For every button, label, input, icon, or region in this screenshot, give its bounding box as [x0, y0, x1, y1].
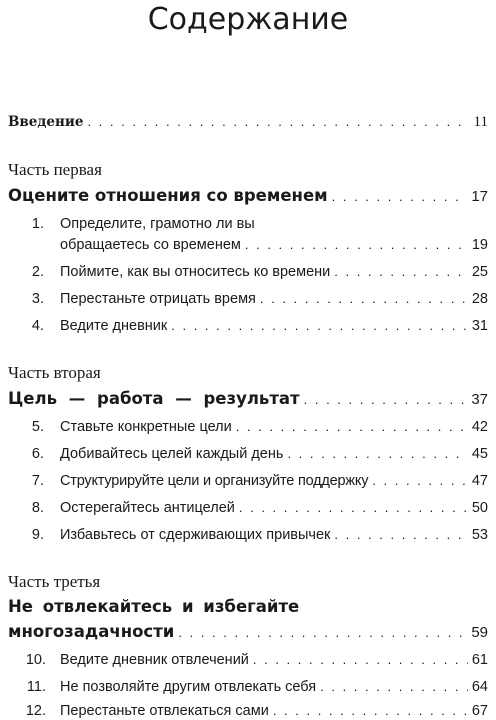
part-label: Часть третья — [8, 572, 101, 591]
toc-chapter-12[interactable] — [60, 703, 488, 719]
chapter-title: Ведите дневник — [60, 318, 168, 334]
chapter-title: Перестаньте отвлекаться сами — [60, 703, 269, 719]
toc-part-title[interactable] — [8, 186, 488, 205]
chapter-number: 5. — [31, 419, 44, 435]
toc-chapter-11[interactable] — [60, 679, 488, 695]
chapter-title: Поймите, как вы относитесь ко времени — [60, 264, 331, 280]
page-number: 25 — [471, 264, 488, 280]
toc-chapter-4[interactable] — [60, 318, 488, 334]
leader-dots — [87, 114, 469, 129]
part-title: Цель — работа — результат — [8, 389, 300, 408]
toc-entry-label: Введение — [8, 114, 84, 130]
chapter-title-line[interactable]: Определите, грамотно ли вы — [60, 216, 255, 232]
leader-dots — [304, 392, 468, 407]
leader-dots — [372, 473, 468, 488]
chapter-number: 4. — [31, 318, 44, 334]
page-number: 61 — [471, 652, 488, 668]
page-number: 31 — [471, 318, 488, 334]
leader-dots — [178, 625, 467, 640]
chapter-number: 2. — [31, 264, 44, 280]
page-number: 59 — [471, 624, 488, 641]
chapter-title: Ставьте конкретные цели — [60, 419, 232, 435]
page-number: 47 — [471, 473, 488, 489]
part-title: Оцените отношения со временем — [8, 186, 328, 205]
page-number: 67 — [471, 703, 488, 719]
toc-chapter-2[interactable] — [60, 264, 488, 280]
chapter-title: Остерегайтесь антицелей — [60, 500, 235, 516]
page-number: 37 — [471, 391, 488, 408]
leader-dots — [253, 652, 468, 667]
chapter-title: обращаетесь со временем — [60, 237, 241, 253]
page-number: 45 — [471, 446, 488, 462]
toc-entry-intro[interactable] — [8, 114, 488, 131]
toc-chapter-5[interactable] — [60, 419, 488, 435]
leader-dots — [334, 264, 468, 279]
part-label: Часть первая — [8, 160, 102, 179]
chapter-title: Перестаньте отрицать время — [60, 291, 256, 307]
page-number: 17 — [471, 188, 488, 205]
leader-dots — [334, 527, 467, 542]
toc-chapter-9[interactable] — [60, 527, 488, 543]
toc-chapter-3[interactable] — [60, 291, 488, 307]
page-number: 28 — [471, 291, 488, 307]
chapter-title: Ведите дневник отвлечений — [60, 652, 249, 668]
chapter-title: Добивайтесь целей каждый день — [60, 446, 284, 462]
chapter-number: 6. — [31, 446, 44, 462]
chapter-number: 12. — [25, 703, 46, 719]
leader-dots — [332, 189, 468, 204]
leader-dots — [320, 679, 468, 694]
chapter-number: 3. — [31, 291, 44, 307]
toc-chapter-7[interactable] — [60, 473, 488, 489]
toc-chapter-1[interactable] — [60, 237, 488, 253]
page-number: 50 — [471, 500, 488, 516]
chapter-title: Структурируйте цели и организуйте поддержку — [60, 473, 369, 489]
leader-dots — [260, 291, 468, 306]
chapter-title: Избавьтесь от сдерживающих привычек — [60, 527, 331, 543]
toc-part-title[interactable] — [8, 389, 488, 408]
leader-dots — [245, 237, 468, 252]
chapter-number: 7. — [31, 473, 44, 489]
toc-chapter-10[interactable] — [60, 652, 488, 668]
toc-part-title[interactable] — [8, 622, 488, 641]
page-number: 42 — [471, 419, 488, 435]
page-number: 64 — [471, 679, 488, 695]
chapter-number: 1. — [31, 216, 44, 232]
page-title: Содержание — [147, 2, 349, 37]
page-number: 53 — [471, 527, 488, 543]
chapter-title: Не позволяйте другим отвлекать себя — [60, 679, 317, 695]
page-number: 19 — [471, 237, 488, 253]
chapter-number: 11. — [26, 679, 46, 695]
page-number: 11 — [473, 114, 488, 130]
leader-dots — [273, 703, 468, 718]
part-title-line[interactable]: Не отвлекайтесь и избегайте — [8, 597, 300, 616]
part-title: многозадачности — [8, 622, 175, 641]
chapter-number: 8. — [31, 500, 44, 516]
leader-dots — [171, 318, 468, 333]
leader-dots — [239, 500, 468, 515]
chapter-number: 9. — [31, 527, 44, 543]
part-label: Часть вторая — [8, 363, 101, 382]
toc-chapter-6[interactable] — [60, 446, 488, 462]
leader-dots — [287, 446, 467, 461]
toc-chapter-8[interactable] — [60, 500, 488, 516]
leader-dots — [236, 419, 468, 434]
chapter-number: 10. — [25, 652, 46, 668]
